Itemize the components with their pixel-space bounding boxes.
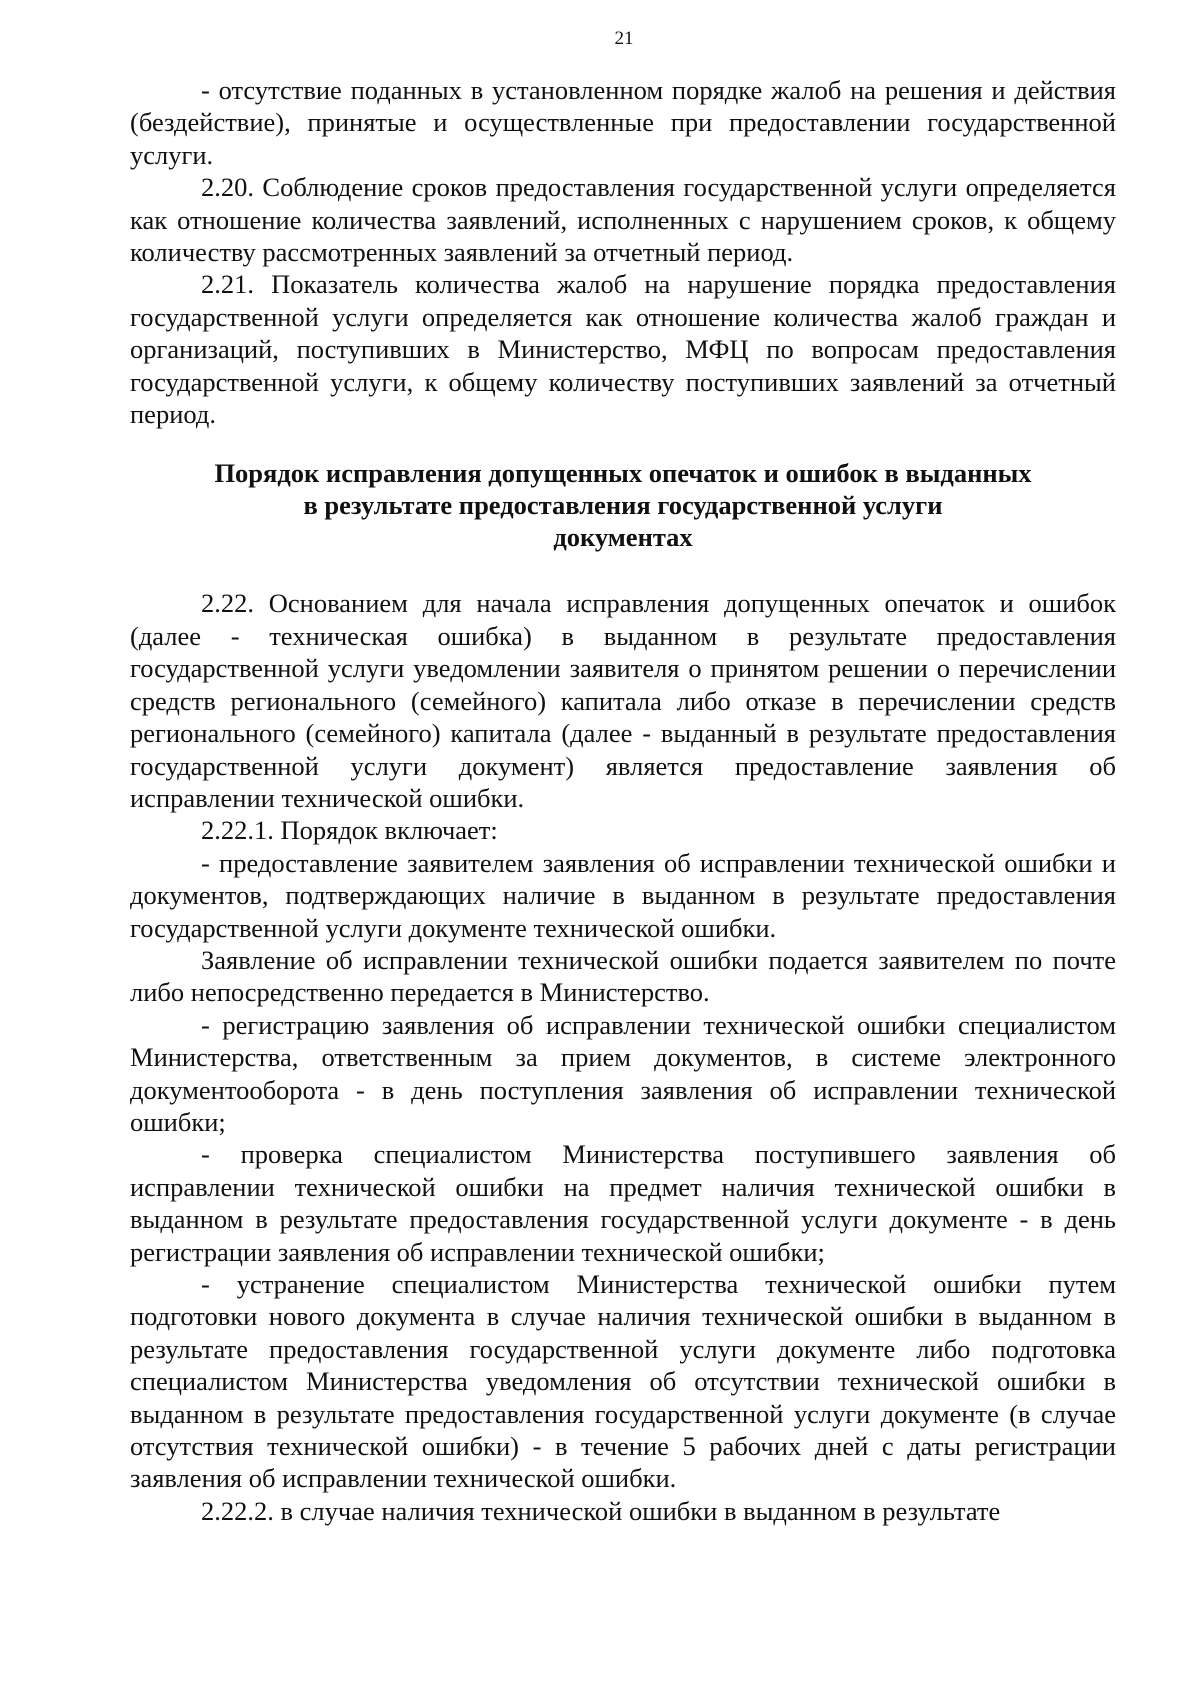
paragraph-2-22-1: 2.22.1. Порядок включает: (201, 815, 498, 846)
list-item-verification: - проверка специалистом Министерства поступившего заявления об исправлении технической ошибки на предмет наличия технической ошибки в выданном в результате предоставления государственной услуги документе - в день регистрации заявления об исправлении технической ошибки; (130, 1139, 1116, 1267)
section-heading (130, 457, 1116, 553)
paragraph-2-21: 2.21. Показатель количества жалоб на нарушение порядка предоставления государственной услуги определяется как отношение количества жалоб граждан и организаций, поступивших в Министерство, МФЦ по вопросам предоставления государственной услуги, к общему количеству поступивших заявлений за отчетный период. (130, 269, 1116, 430)
list-item-registration: - регистрацию заявления об исправлении технической ошибки специалистом Министерства, ответственным за прием документов, в системе электронного документооборота - в день поступления заявления об исправлении технической ошибки; (130, 1009, 1116, 1137)
paragraph-submission-method: Заявление об исправлении технической ошибки подается заявителем по почте либо непосредственно передается в Министерство. (130, 944, 1116, 1008)
section-heading-line-1: Порядок исправления допущенных опечаток и ошибок в выданных (214, 458, 1032, 489)
paragraph-2-22: 2.22. Основанием для начала исправления допущенных опечаток и ошибок (далее - техническая ошибка) в выданном в результате предоставления государственной услуги уведомлении заявителя о принятом решении о перечислении средств регионального (семейного) капитала либо отказе в перечислении средств регионального (семейного) капитала (далее - выданный в результате предоставления государственной услуги документ) является предоставление заявления об исправлении технической ошибки. (130, 588, 1116, 813)
document-body (130, 74, 1116, 1527)
section-heading-line-3: документах (553, 522, 693, 553)
list-item-correction: - устранение специалистом Министерства технической ошибки путем подготовки нового документа в случае наличия технической ошибки в выданном в результате предоставления государственной услуги документе либо подготовка специалистом Министерства уведомления об отсутствии технической ошибки в выданном в результате предоставления государственной услуги документе (в случае отсутствия технической ошибки) - в течение 5 рабочих дней с даты регистрации заявления об исправлении технической ошибки. (130, 1269, 1116, 1494)
paragraph-2-20: 2.20. Соблюдение сроков предоставления государственной услуги определяется как отношение количества заявлений, исполненных с нарушением сроков, к общему количеству рассмотренных заявлений за отчетный период. (130, 172, 1116, 268)
paragraph-2-22-2: 2.22.2. в случае наличия технической ошибки в выданном в результате (201, 1495, 1001, 1526)
page-number: 21 (614, 28, 634, 49)
paragraph-no-complaints: - отсутствие поданных в установленном порядке жалоб на решения и действия (бездействие), принятые и осуществленные при предоставлении государственной услуги. (130, 75, 1116, 170)
list-item-submission: - предоставление заявителем заявления об исправлении технической ошибки и документов, подтверждающих наличие в выданном в результате предоставления государственной услуги документе технической ошибки. (130, 847, 1116, 943)
section-heading-line-2: в результате предоставления государственной услуги (303, 490, 943, 521)
